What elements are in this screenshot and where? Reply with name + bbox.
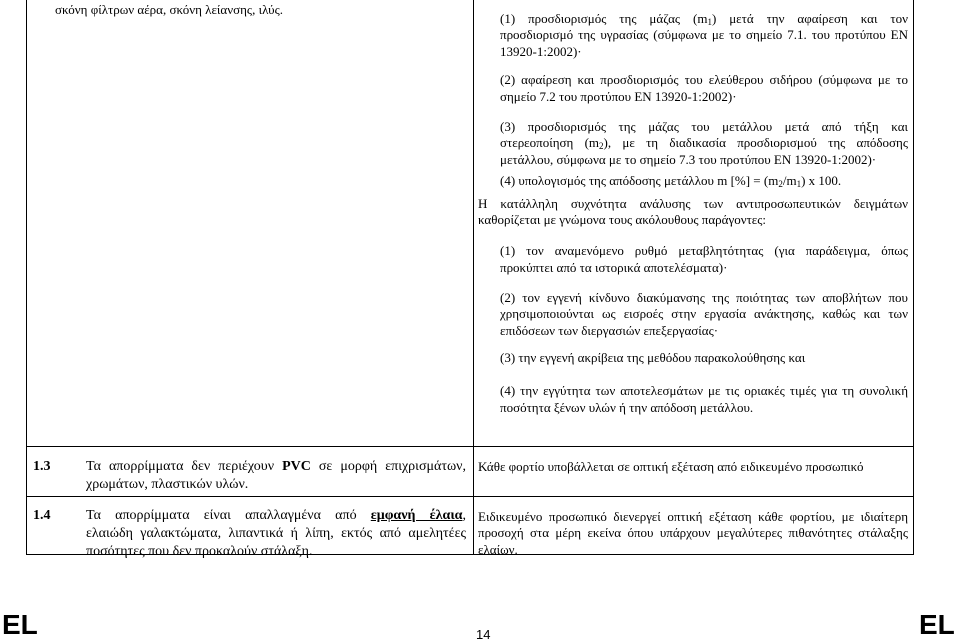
row-1-4-monitoring-line-1: Ειδικευμένο προσωπικό διενεργεί οπτική εξέταση κάθε φορτίου, με ιδιαίτερη [478,509,908,524]
frequency-intro-line-1: Η κατάλληλη συχνότητα ανάλυσης των αντιπροσωπευτικών δειγμάτων [478,196,908,211]
step-4-line [500,172,841,189]
step-1-subscript: 1 [707,17,712,27]
footer-page-number: 14 [476,627,491,642]
table-row-separator-2 [26,496,914,497]
row-1-3-requirement-line-1 [86,458,466,476]
row-1-4-monitoring-line-3: ελαίων. [478,542,518,557]
step-2-line-2: σημείο 7.2 του προτύπου ΕΝ 13920-1:2002)· [500,89,737,104]
table-border-right [913,0,914,555]
factor-4-line-2: ποσότητα ξένων υλών ή την απόδοση μετάλλου. [500,400,754,415]
factor-1-line-1: (1) τον αναμενόμενο ρυθμό μεταβλητότητας (για παράδειγμα, όπως [500,243,908,258]
step-1-text-a: (1) προσδιορισμός της μάζας (m [500,11,708,26]
row-1-4-text-b: , [462,508,466,523]
step-3-line-3: μετάλλου, σύμφωνα με το σημείο 7.3 του προτύπου ΕΝ 13920-1:2002)· [500,152,877,167]
footer-language-code-left: EL [2,609,38,640]
step-3-text-a: στερεοποίηση (m [500,135,600,150]
row-1-4-monitoring-line-2: προσοχή στα μέρη εκείνα όπου υπάρχουν μεγαλύτερες πιθανότητες στάλαξης [478,525,908,540]
step-4-text-b: /m [782,173,797,188]
footer-language-code-right: EL [919,609,955,640]
frequency-intro-line-2: καθορίζεται με γνώμονα τους ακόλουθους παράγοντες: [478,212,767,227]
step-3-line-2 [500,134,908,151]
row-1-3-text-b: σε μορφή επιχρισμάτων, [310,459,466,474]
step-4-subscript-b: 1 [796,179,802,189]
table-row-separator-1 [26,446,914,447]
step-4-text-c: ) x 100. [801,173,842,188]
table-border-divider [473,0,474,555]
row-1-4-number: 1.4 [33,508,51,523]
factor-2-line-1: (2) τον εγγενή κίνδυνο διακύμανσης της ποιότητας των αποβλήτων που [500,290,908,305]
factor-3-line: (3) την εγγενή ακρίβεια της μεθόδου παρακολούθησης και [500,350,806,365]
row-1-4-text-a: Τα απορρίμματα είναι απαλλαγμένα από [86,508,371,523]
step-1-line-1 [500,10,908,27]
row-1-4-requirement-line-3: ποσότητες που δεν προκαλούν στάλαξη. [86,544,313,559]
row-1-4-requirement-line-2: ελαιώδη γαλακτώματα, λιπαντικά ή λίπη, εκτός από αμελητέες [86,526,466,541]
step-3-text-b: ), με τη διαδικασία προσδιορισμού της απόδοσης [603,135,908,150]
step-4-subscript-a: 2 [778,179,783,189]
table-border-left [26,0,27,555]
row-1-3-text-a: Τα απορρίμματα δεν περιέχουν [86,459,283,474]
row-1-3-monitoring: Κάθε φορτίο υποβάλλεται σε οπτική εξέταση από ειδικευμένο προσωπικό [478,459,864,474]
row-1-4-bold: εμφανή έλαια [370,508,463,523]
step-4-text-a: (4) υπολογισμός της απόδοσης μετάλλου m [%] = (m [500,173,779,188]
step-3-subscript: 2 [599,141,604,151]
factor-2-line-3: επιδόσεων των διεργασιών επεξεργασίας· [500,323,719,338]
row-1-3-requirement-line-2: χρωμάτων, πλαστικών υλών. [86,477,249,492]
step-1-line-2: προσδιορισμό της υγρασίας (σύμφωνα με το σημείο 7.1. του προτύπου ΕΝ [500,27,908,42]
left-column-fragment: σκόνη φίλτρων αέρα, σκόνη λείανσης, ιλύς. [55,2,283,17]
step-2-line-1: (2) αφαίρεση και προσδιορισμός του ελεύθερου σιδήρου (σύμφωνα με το [500,72,908,87]
factor-2-line-2: χρησιμοποιούνται ως εισροές στην εργασία ανάκτησης, καθώς και των [500,306,908,321]
row-1-3-bold: PVC [282,459,311,474]
factor-1-line-2: προκύπτει από τα ιστορικά αποτελέσματα)· [500,260,728,275]
row-1-3-number: 1.3 [33,459,51,474]
step-1-line-3: 13920-1:2002)· [500,44,582,59]
factor-4-line-1: (4) την εγγύτητα των αποτελεσμάτων με τις οριακές τιμές για τη συνολική [500,383,908,398]
row-1-4-requirement-line-1 [86,507,466,525]
step-1-text-b: ) μετά την αφαίρεση και τον [711,11,908,26]
step-3-line-1: (3) προσδιορισμός της μάζας του μετάλλου μετά από τήξη και [500,119,908,134]
